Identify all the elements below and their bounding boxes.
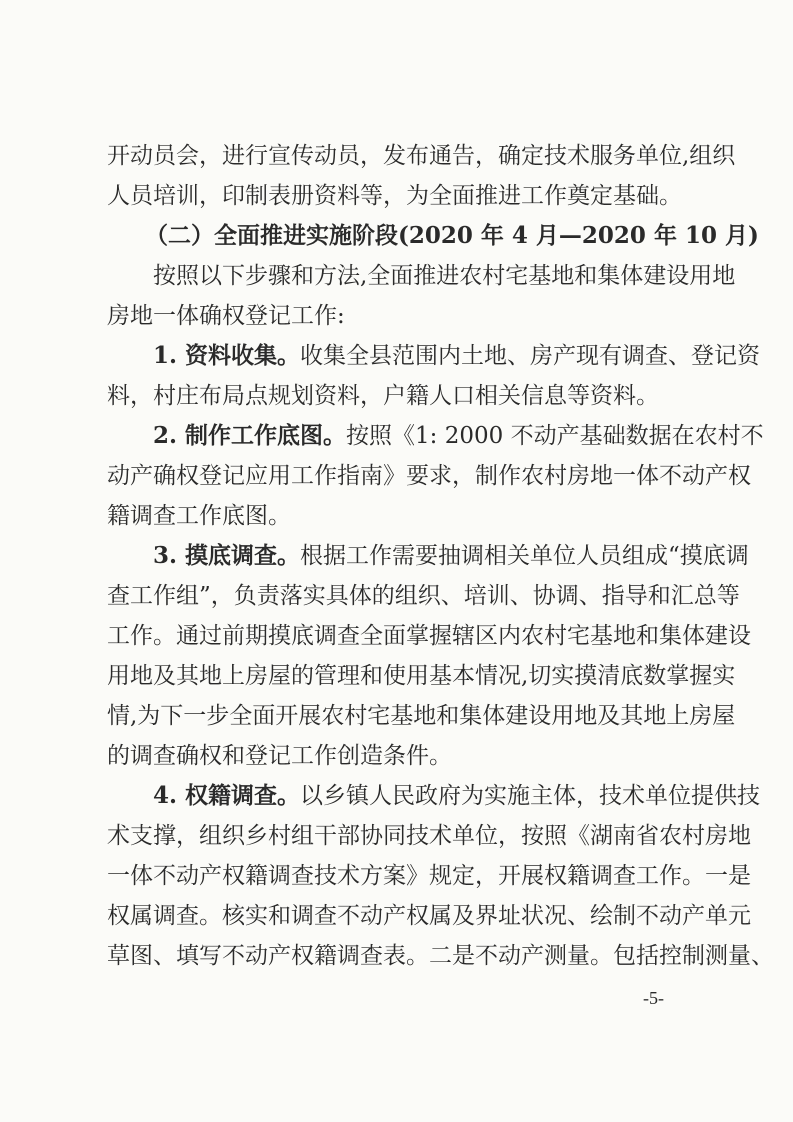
- section-paragraph-line: [107, 336, 761, 376]
- bold-heading: 1. 资料收集。: [153, 342, 301, 369]
- bold-heading: 2. 制作工作底图。: [153, 422, 347, 449]
- paragraph-line: [107, 856, 751, 896]
- line-text: 按照以下步骤和方法,全面推进农村宅基地和集体建设用地: [153, 263, 736, 289]
- paragraph-line: [107, 696, 736, 736]
- line-text: 草图、填写不动产权籍调查表。二是不动产测量。包括控制测量、: [107, 943, 774, 969]
- section-paragraph-line: [107, 776, 761, 816]
- line-text: 用地及其地上房屋的管理和使用基本情况,切实摸清底数掌握实: [107, 663, 736, 689]
- line-text: 工作。通过前期摸底调查全面掌握辖区内农村宅基地和集体建设: [107, 623, 751, 649]
- line-text: 一体不动产权籍调查技术方案》规定，开展权籍调查工作。一是: [107, 863, 751, 889]
- paragraph-line: [107, 936, 774, 976]
- paragraph-line: [107, 616, 751, 656]
- paragraph-line: [107, 656, 736, 696]
- paragraph-line: [107, 296, 707, 336]
- document-body: [107, 136, 774, 976]
- paragraph-line: [107, 256, 736, 296]
- line-text: 开动员会，进行宣传动员，发布通告，确定技术服务单位,组织: [107, 143, 736, 169]
- line-text: 术支撑，组织乡村组干部协同技术单位，按照《湖南省农村房地: [107, 823, 751, 849]
- paragraph-line: [107, 376, 707, 416]
- section-paragraph-line: [107, 416, 764, 456]
- line-text: 籍调查工作底图。: [107, 503, 291, 529]
- line-text: 房地一体确权登记工作:: [107, 303, 345, 329]
- line-text: 料，村庄布局点规划资料，户籍人口相关信息等资料。: [107, 383, 659, 409]
- bold-heading: （二）全面推进实施阶段(2020 年 4 月—2020 年 10 月): [145, 222, 759, 249]
- line-text: 权属调查。核实和调查不动产权属及界址状况、绘制不动产单元: [107, 903, 751, 929]
- paragraph-line: [107, 136, 736, 176]
- line-text: 根据工作需要抽调相关单位人员组成“摸底调: [300, 543, 749, 569]
- paragraph-line: [107, 896, 751, 936]
- line-text: 按照《1: 2000 不动产基础数据在农村不: [346, 423, 764, 449]
- line-text: 查工作组”，负责落实具体的组织、培训、协调、指导和汇总等: [107, 583, 740, 609]
- paragraph-line: [107, 576, 740, 616]
- line-text: 以乡镇人民政府为实施主体，技术单位提供技: [300, 783, 761, 809]
- section-paragraph-line: [107, 536, 749, 576]
- paragraph-line: [107, 816, 751, 856]
- paragraph-line: [107, 496, 707, 536]
- line-text: 情,为下一步全面开展农村宅基地和集体建设用地及其地上房屋: [107, 703, 736, 729]
- bold-heading: 4. 权籍调查。: [153, 782, 301, 809]
- bold-heading: 3. 摸底调查。: [153, 542, 301, 569]
- section-paragraph-line: [107, 216, 759, 256]
- paragraph-line: [107, 736, 707, 776]
- line-text: 动产确权登记应用工作指南》要求，制作农村房地一体不动产权: [107, 463, 751, 489]
- line-text: 人员培训，印制表册资料等，为全面推进工作奠定基础。: [107, 183, 682, 209]
- page-number: -5-: [643, 988, 664, 1008]
- line-text: 收集全县范围内土地、房产现有调查、登记资: [300, 343, 761, 369]
- paragraph-line: [107, 456, 751, 496]
- line-text: 的调查确权和登记工作创造条件。: [107, 743, 452, 769]
- paragraph-line: [107, 176, 707, 216]
